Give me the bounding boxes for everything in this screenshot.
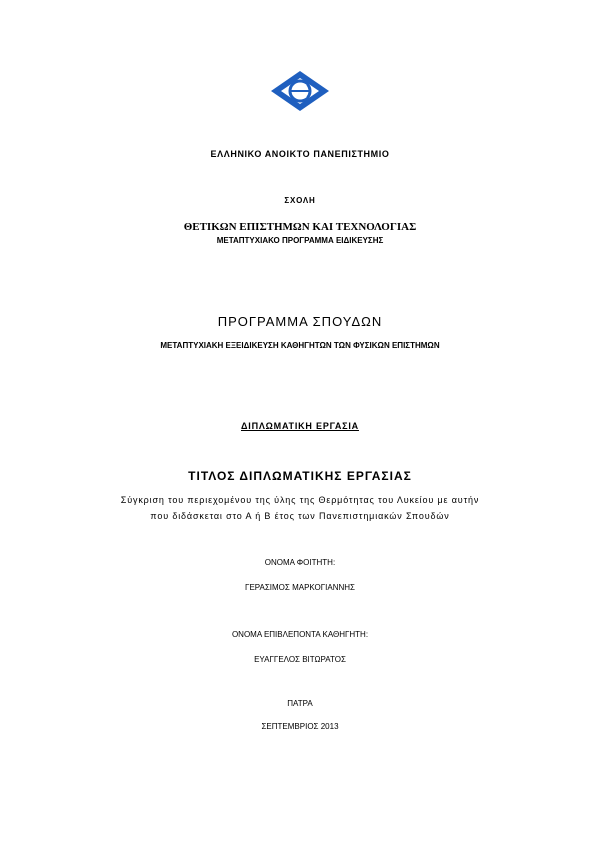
school-name: ΘΕΤΙΚΩΝ ΕΠΙΣΤΗΜΩΝ ΚΑΙ ΤΕΧΝΟΛΟΓΙΑΣ bbox=[183, 221, 417, 233]
thesis-title-label: ΤΙΤΛΟΣ ΔΙΠΛΩΜΑΤΙΚΗΣ ΕΡΓΑΣΙΑΣ bbox=[188, 469, 412, 483]
supervisor-label: ΟΝΟΜΑ ΕΠΙΒΛΕΠΟΝΤΑ ΚΑΘΗΓΗΤΗ: bbox=[231, 630, 369, 639]
university-logo-icon bbox=[270, 70, 330, 112]
student-name: ΓΕΡΑΣΙΜΟΣ ΜΑΡΚΟΓΙΑΝΝΗΣ bbox=[245, 583, 355, 592]
program-label: ΠΡΟΓΡΑΜΜΑ ΣΠΟΥΔΩΝ bbox=[217, 314, 383, 329]
supervisor-name: ΕΥΑΓΓΕΛΟΣ ΒΙΤΩΡΑΤΟΣ bbox=[254, 655, 346, 664]
program-type: ΜΕΤΑΠΤΥΧΙΑΚΟ ΠΡΟΓΡΑΜΜΑ ΕΙΔΙΚΕΥΣΗΣ bbox=[216, 236, 384, 245]
university-name: ΕΛΛΗΝΙΚΟ ΑΝΟΙΚΤΟ ΠΑΝΕΠΙΣΤΗΜΙΟ bbox=[210, 149, 390, 159]
student-label: ΟΝΟΜΑ ΦΟΙΤΗΤΗ: bbox=[264, 558, 336, 567]
program-name: ΜΕΤΑΠΤΥΧΙΑΚΗ ΕΞΕΙΔΙΚΕΥΣΗ ΚΑΘΗΓΗΤΩΝ ΤΩΝ ΦΥΣΙΚΩΝ ΕΠΙΣΤΗΜΩΝ bbox=[160, 341, 440, 350]
school-label: ΣΧΟΛΗ bbox=[284, 196, 316, 205]
thesis-title-line-1: Σύγκριση του περιεχομένου της ύλης της Θερμότητας του Λυκείου με αυτήν bbox=[120, 495, 480, 505]
thesis-label: ΔΙΠΛΩΜΑΤΙΚΗ ΕΡΓΑΣΙΑ bbox=[241, 421, 359, 431]
thesis-title-line-2: που διδάσκεται στο Α ή Β έτος των Πανεπιστημιακών Σπουδών bbox=[150, 511, 450, 521]
date: ΣΕΠΤΕΜΒΡΙΟΣ 2013 bbox=[261, 722, 339, 731]
city: ΠΑΤΡΑ bbox=[287, 699, 313, 708]
